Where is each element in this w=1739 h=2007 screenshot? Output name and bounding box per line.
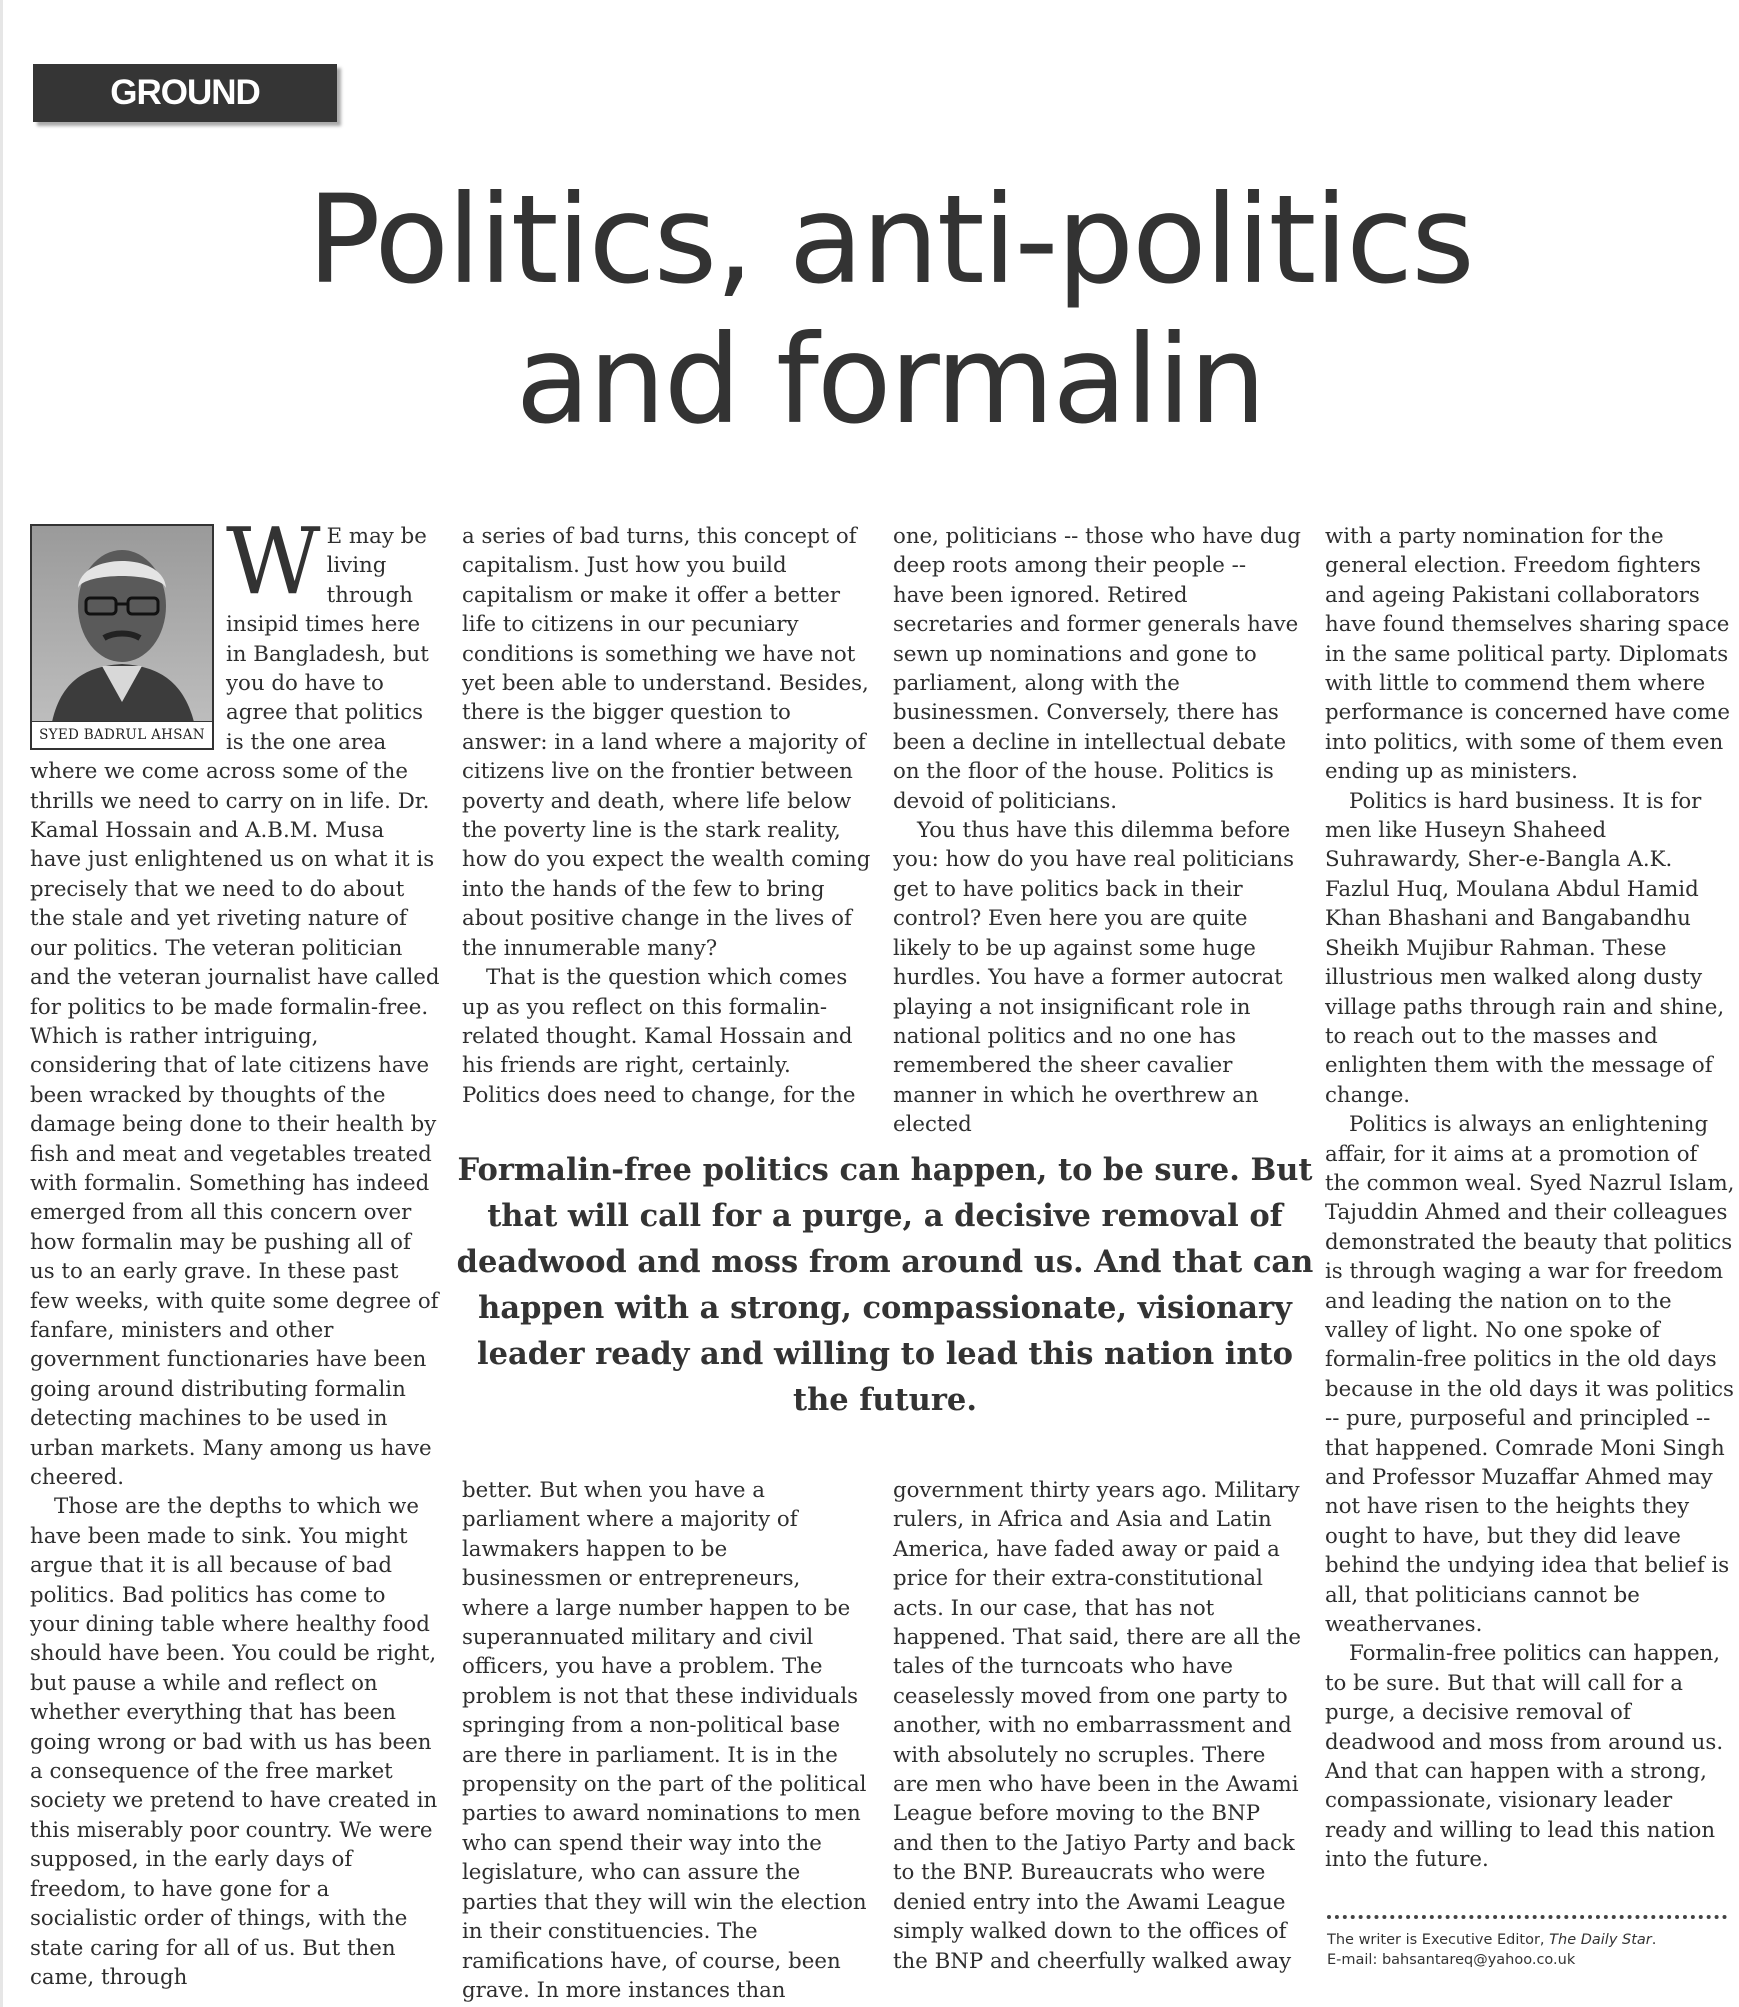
paragraph: government thirty years ago. Military rulers, in Africa and Asia and Latin America, have faded away or paid a price for their extra-constitutional acts. In our case, that has not happened. That said, there are all the tales of the turncoats who have ceaselessly moved from one party to another, with no embarrassment and with absolutely no scruples. There are men who have been in the Awami League before moving to the BNP and then to the Jatiyo Party and back to the BNP. Bureaucrats who were denied entry into the Awami League simply walked down to the offices of the BNP and cheerfully walked away	[893, 1478, 1301, 1974]
column-4	[1325, 522, 1735, 1875]
paragraph: with a party nomination for the general election. Freedom fighters and ageing Pakistani collaborators have found themselves sharing space in the same political party. Diplomats with little to commend them where performance is concerned have come into politics, with some of them even ending up as ministers.	[1325, 524, 1730, 785]
paragraph: a series of bad turns, this concept of capitalism. Just how you build capitalism or make it offer a better life to citizens in our pecuniary conditions is something we have not yet been able to understand. Besides, there is the bigger question to answer: in a land where a majority of citizens live on the frontier between poverty and death, where life below the poverty line is the stark reality, how do you expect the wealth coming into the hands of the few to bring about positive change in the lives of the innumerable many?	[462, 524, 871, 961]
newspaper-name: The Daily Star	[1549, 1932, 1652, 1948]
page-edge	[0, 0, 3, 2007]
author-note-suffix: .	[1651, 1932, 1657, 1948]
paragraph: Formalin-free politics can happen, to be sure. But that will call for a purge, a decisive removal of deadwood and moss from around us. And that can happen with a strong, compassionate, visionary leader ready and willing to lead this nation into the future.	[1325, 1641, 1724, 1873]
paragraph: Politics is always an enlightening affair, for it aims at a promotion of the common weal. Syed Nazrul Islam, Tajuddin Ahmed and their colleagues demonstrated the beauty that politics is through waging a war for freedom and leading the nation on to the valley of light. No one spoke of formalin-free politics in the old days because in the old days it was politics -- pure, purposeful and principled -- that happened. Comrade Moni Singh and Professor Muzaffar Ahmed may not have risen to the heights they ought to have, but they did leave behind the undying idea that belief is all, that politicians cannot be weathervanes.	[1325, 1112, 1735, 1638]
paragraph: Politics is hard business. It is for men like Huseyn Shaheed Suhrawardy, Sher-e-Bangla A.K. Fazlul Huq, Moulana Abdul Hamid Khan Bhashani and Bangabandhu Sheikh Mujibur Rahman. These illustrious men walked along dusty village paths through rain and shine, to reach out to the masses and enlighten them with the message of change.	[1325, 788, 1725, 1108]
author-byline: SYED BADRUL AHSAN	[32, 721, 212, 748]
paragraph: E may be living through insipid times here in Bangladesh, but you do have to agree that politics is the one area where we come across some of the thrills we need to carry on in life. Dr. Kamal Hossain and A.B.M. Musa have just enlightened us on what it is precisely that we need to do about the stale and yet riveting nature of our politics. The veteran politician and the veteran journalist have called for politics to be made formalin-free. Which is rather intriguing, considering that of late citizens have been wracked by thoughts of the damage being done to their health by fish and meat and vegetables treated with formalin. Something has indeed emerged from all this concern over how formalin may be pushing all of us to an early grave. In these past few weeks, with quite some degree of fanfare, ministers and other government functionaries have been going around distributing formalin detecting machines to be used in urban markets. Many among us have cheered.	[30, 524, 440, 1490]
headline	[180, 170, 1600, 450]
paragraph: You thus have this dilemma before you: how do you have real politicians get to have politics back in their control? Even here you are quite likely to be up against some huge hurdles. You have a former autocrat playing a not insignificant role in national politics and no one has remembered the sheer cavalier manner in which he overthrew an elected	[893, 818, 1295, 1138]
author-note-prefix: The writer is Executive Editor,	[1327, 1932, 1550, 1948]
author-portrait-icon	[32, 526, 212, 722]
paragraph: Those are the depths to which we have been made to sink. You might argue that it is all because of bad politics. Bad politics has come to your dining table where healthy food should have been. You could be right, but pause a while and reflect on whether everything that has been going wrong or bad with us has been a consequence of the free market society we pretend to have created in this miserably poor country. We were supposed, in the early days of freedom, to have gone for a socialistic order of things, with the state caring for all of us. But then came, through	[30, 1494, 438, 1990]
author-photo	[30, 524, 214, 750]
dotted-divider	[1327, 1915, 1727, 1919]
author-email[interactable]: E-mail: bahsantareq@yahoo.co.uk	[1327, 1952, 1576, 1968]
drop-cap: W	[226, 508, 321, 615]
author-note	[1327, 1930, 1737, 1970]
pull-quote: Formalin-free politics can happen, to be sure. But that will call for a purge, a decisive removal of deadwood and moss from around us. And that can happen with a strong, compassionate, visionary leader ready and willing to lead this nation into the future.	[456, 1152, 1314, 1418]
paragraph: one, politicians -- those who have dug deep roots among their people -- have been ignored. Retired secretaries and former generals have sewn up nominations and gone to parliament, along with the businessmen. Conversely, there has been a decline in intellectual debate on the floor of the house. Politics is devoid of politicians.	[893, 524, 1301, 814]
column-2-bottom	[462, 1476, 872, 2005]
section-kicker: GROUND REALITIES	[33, 64, 337, 122]
column-3-bottom	[893, 1476, 1303, 1976]
column-3-top	[893, 522, 1303, 1140]
column-1	[30, 508, 440, 1992]
paragraph: better. But when you have a parliament where a majority of lawmakers happen to be businessmen or entrepreneurs, where a large number happen to be superannuated military and civil officers, you have a problem. The problem is not that these individuals springing from a non-political base are there in parliament. It is in the propensity on the part of the political parties to award nominations to men who can spend their way into the legislature, who can assure the parties that they will win the election in their constituencies. The ramifications have, of course, been grave. In more instances than	[462, 1478, 867, 2003]
column-2-top	[462, 522, 872, 1110]
headline-line-1: Politics, anti-politics	[307, 169, 1473, 311]
paragraph: That is the question which comes up as you reflect on this formalin-related thought. Kamal Hossain and his friends are right, certainly. Politics does need to change, for the	[462, 965, 856, 1108]
headline-line-2: and formalin	[515, 309, 1265, 451]
